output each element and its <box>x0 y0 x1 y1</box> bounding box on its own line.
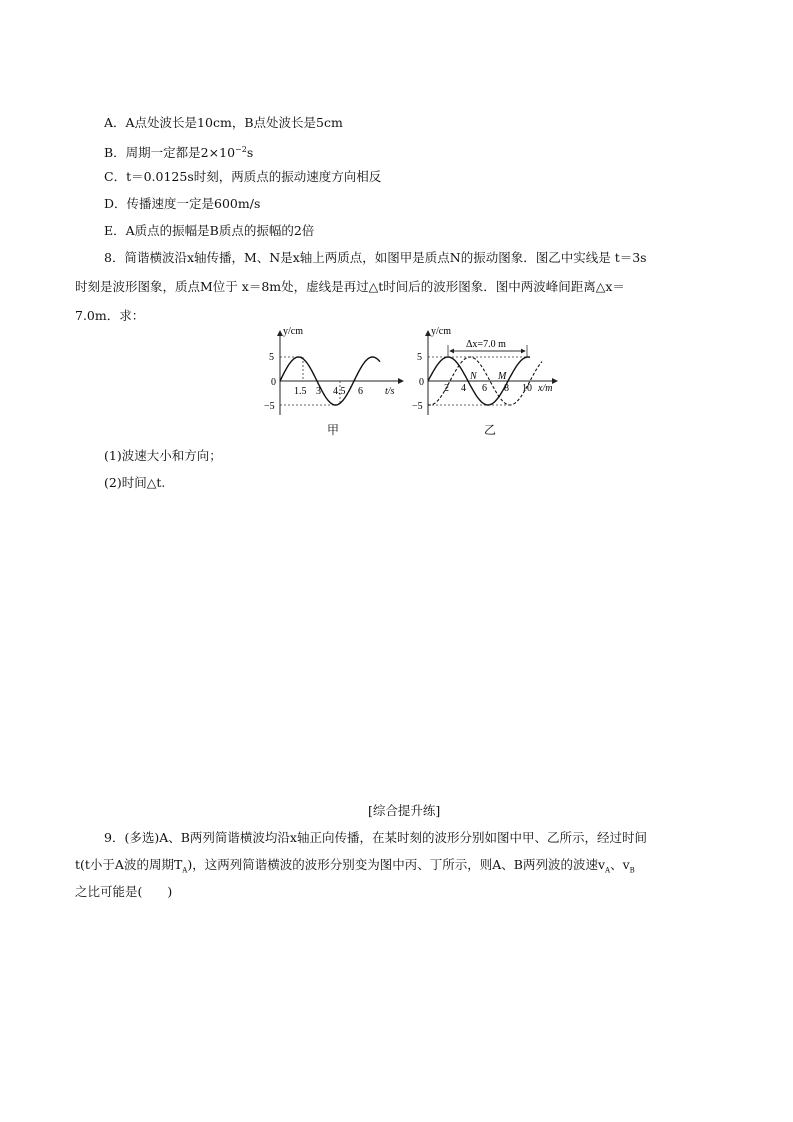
q9-line2-b: )，这两列简谐横波的波形分别变为图中丙、丁所示，则A、B两列波的波速v <box>187 857 606 872</box>
option-b-exponent: −2 <box>235 145 247 154</box>
q9-line2-c: 、v <box>610 857 630 872</box>
q9-sub-vb: B <box>629 866 635 875</box>
yi-ytick-5: 5 <box>417 352 422 363</box>
yi-xtick-6: 6 <box>482 383 487 394</box>
yi-xtick-4: 4 <box>461 383 466 394</box>
q9-sub-va: A <box>605 866 611 875</box>
q9-line2 <box>75 857 635 879</box>
jia-ytick-neg5: −5 <box>264 401 275 412</box>
jia-xtick-1: 1.5 <box>294 386 307 397</box>
q8-sub2: (2)时间△t. <box>104 475 166 490</box>
yi-ylabel: y/cm <box>431 326 451 337</box>
yi-xlabel: x/m <box>538 383 553 394</box>
q9-sub-ta: A <box>182 866 188 875</box>
section-title: [综合提升练] <box>368 803 441 818</box>
figure-yi-caption: 乙 <box>484 423 497 437</box>
option-c: C．t＝0.0125s时刻，两质点的振动速度方向相反 <box>104 169 382 184</box>
jia-xlabel: t/s <box>385 386 395 397</box>
q9-line3: 之比可能是( ) <box>75 884 173 899</box>
yi-xtick-2: 2 <box>444 383 449 394</box>
figure-jia-caption: 甲 <box>327 423 340 437</box>
option-a: A．A点处波长是10cm，B点处波长是5cm <box>104 115 343 130</box>
option-d: D．传播速度一定是600m/s <box>104 196 261 211</box>
q8-sub1: (1)波速大小和方向； <box>104 448 222 463</box>
option-b-unit: s <box>246 145 254 161</box>
jia-ytick-0: 0 <box>271 377 276 388</box>
jia-ylabel: y/cm <box>283 326 303 337</box>
q9-line1: 9．(多选)A、B两列简谐横波均沿x轴正向传播，在某时刻的波形分别如图中甲、乙所示，经过时间 <box>104 830 647 845</box>
yi-xtick-8: 8 <box>504 383 509 394</box>
figure-yi <box>402 325 562 425</box>
jia-xtick-4: 6 <box>358 386 363 397</box>
figure-jia <box>258 325 408 425</box>
q8-line1: 8．简谐横波沿x轴传播，M、N是x轴上两质点，如图甲是质点N的振动图象．图乙中实线是 t＝3s <box>104 250 647 265</box>
yi-ytick-neg5: −5 <box>412 401 423 412</box>
jia-ytick-5: 5 <box>269 352 274 363</box>
yi-ytick-0: 0 <box>419 377 424 388</box>
yi-point-m: M <box>498 371 507 382</box>
jia-xtick-2: 3 <box>316 386 321 397</box>
option-b-text: B．周期一定都是2×10 <box>104 145 236 161</box>
q9-line2-a: t(t小于A波的周期T <box>75 857 183 872</box>
option-b <box>104 142 253 161</box>
yi-point-n: N <box>470 371 477 382</box>
yi-xtick-10: 10 <box>522 383 532 394</box>
option-e: E．A质点的振幅是B质点的振幅的2倍 <box>104 223 315 238</box>
q8-line3: 7.0m．求： <box>75 308 145 323</box>
yi-delta-x-label: Δx=7.0 m <box>466 339 506 350</box>
q8-line2: 时刻是波形图象，质点M位于 x＝8m处，虚线是再过△t时间后的波形图象．图中两波峰间距离△x＝ <box>75 279 625 294</box>
jia-xtick-3: 4.5 <box>333 386 346 397</box>
